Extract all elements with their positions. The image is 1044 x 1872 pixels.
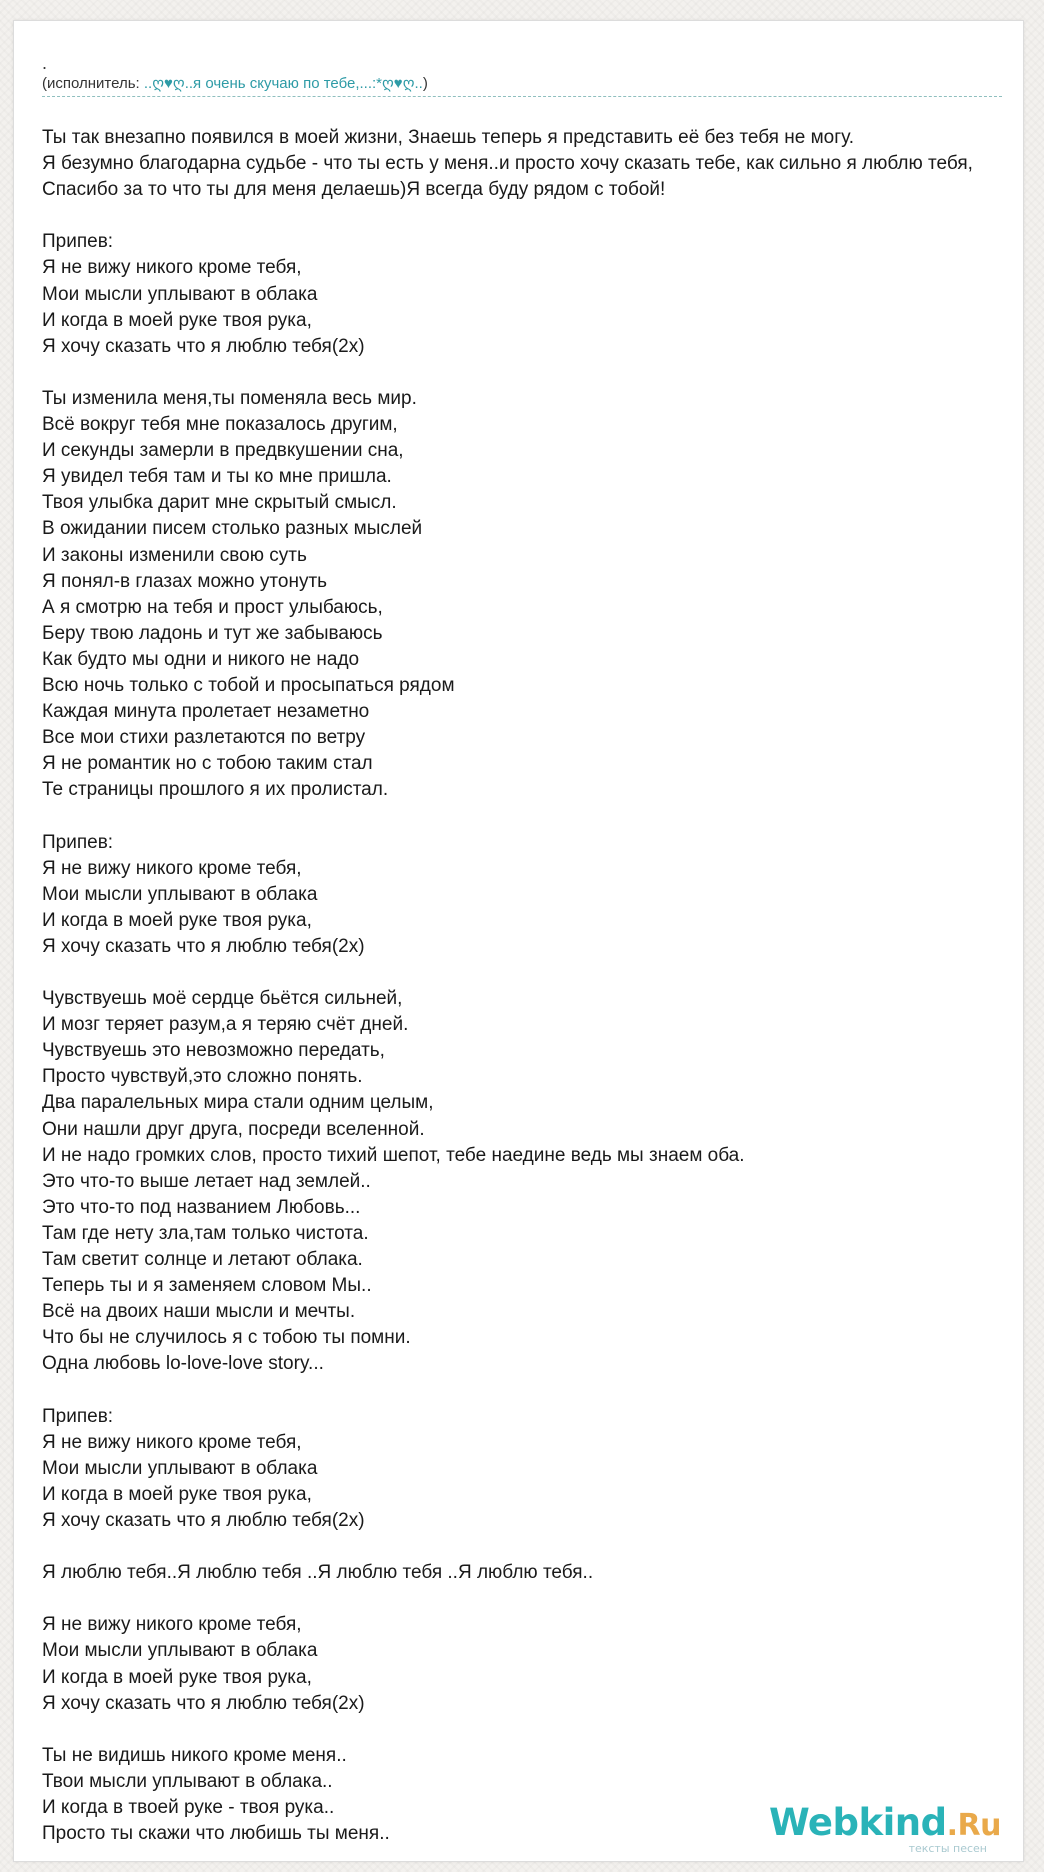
site-logo[interactable] <box>769 1803 1001 1855</box>
logo-wordmark <box>769 1803 1001 1846</box>
artist-suffix: ) <box>422 75 428 92</box>
logo-main: Webkind <box>768 1801 947 1844</box>
artist-line <box>42 74 1002 97</box>
logo-tld: .Ru <box>946 1808 1001 1843</box>
title-dot: . <box>42 53 48 73</box>
artist-link[interactable]: ..ღ♥ღ..я очень скучаю по тебе,...:*ღ♥ღ.. <box>143 75 423 92</box>
lyrics-text: Ты так внезапно появился в моей жизни, Знаешь теперь я представить её без тебя не могу. Я безумно благодарна судьбе - что ты есть у меня..и просто хочу сказать тебе, как сильно я люблю тебя, Спасибо за то что ты для меня делаешь)Я всегда буду рядом с тобой! Припев: Я не вижу никого кроме тебя, Мои мысли уплывают в облака И когда в моей руке твоя рука, Я хочу сказать что я люблю тебя(2х) Ты изменила меня,ты поменяла весь мир. Всё вокруг тебя мне показалось другим, И секунды замерли в предвкушении сна, Я увидел тебя там и ты ко мне пришла. Твоя улыбка дарит мне скрытый смысл. В ожидании писем столько разных мыслей И законы изменили свою суть Я понял-в глазах можно утонуть А я смотрю на тебя и прост улыбаюсь, Беру твою ладонь и тут же забываюсь Как будто мы одни и никого не надо Всю ночь только с тобой и просыпаться рядом Каждая минута пролетает незаметно Все мои стихи разлетаются по ветру Я не романтик но с тобою таким стал Те страницы прошлого я их пролистал. Припев: Я не вижу никого кроме тебя, Мои мысли уплывают в облака И когда в моей руке твоя рука, Я хочу сказать что я люблю тебя(2х) Чувствуешь моё сердце бьётся сильней, И мозг теряет разум,а я теряю счёт дней. Чувствуешь это невозможно передать, Просто чувствуй,это сложно понять. Два паралельных мира стали одним целым, Они нашли друг друга, посреди вселенной. И не надо громких слов, просто тихий шепот, тебе наедине ведь мы знаем оба. Это что-то выше летает над землей.. Это что-то под названием Любовь... Там где нету зла,там только чистота. Там светит солнце и летают облака. Теперь ты и я заменяем словом Мы.. Всё на двоих наши мысли и мечты. Что бы не случилось я с тобою ты помни. Одна любовь lo-love-love story... Припев: Я не вижу никого кроме тебя, Мои мысли уплывают в облака И когда в моей руке твоя рука, Я хочу сказать что я люблю тебя(2х) Я люблю тебя..Я люблю тебя ..Я люблю тебя ..Я люблю тебя.. Я не вижу никого кроме тебя, Мои мысли уплывают в облака И когда в моей руке твоя рука, Я хочу сказать что я люблю тебя(2х) Ты не видишь никого кроме меня.. Твои мысли уплывают в облака.. И когда в твоей руке - твоя рука.. Просто ты скажи что любишь ты меня.. <box>42 127 973 1845</box>
artist-prefix: (исполнитель: <box>42 75 144 92</box>
logo-tagline: тексты песен <box>908 1842 987 1855</box>
lyrics-card <box>13 20 1024 1862</box>
